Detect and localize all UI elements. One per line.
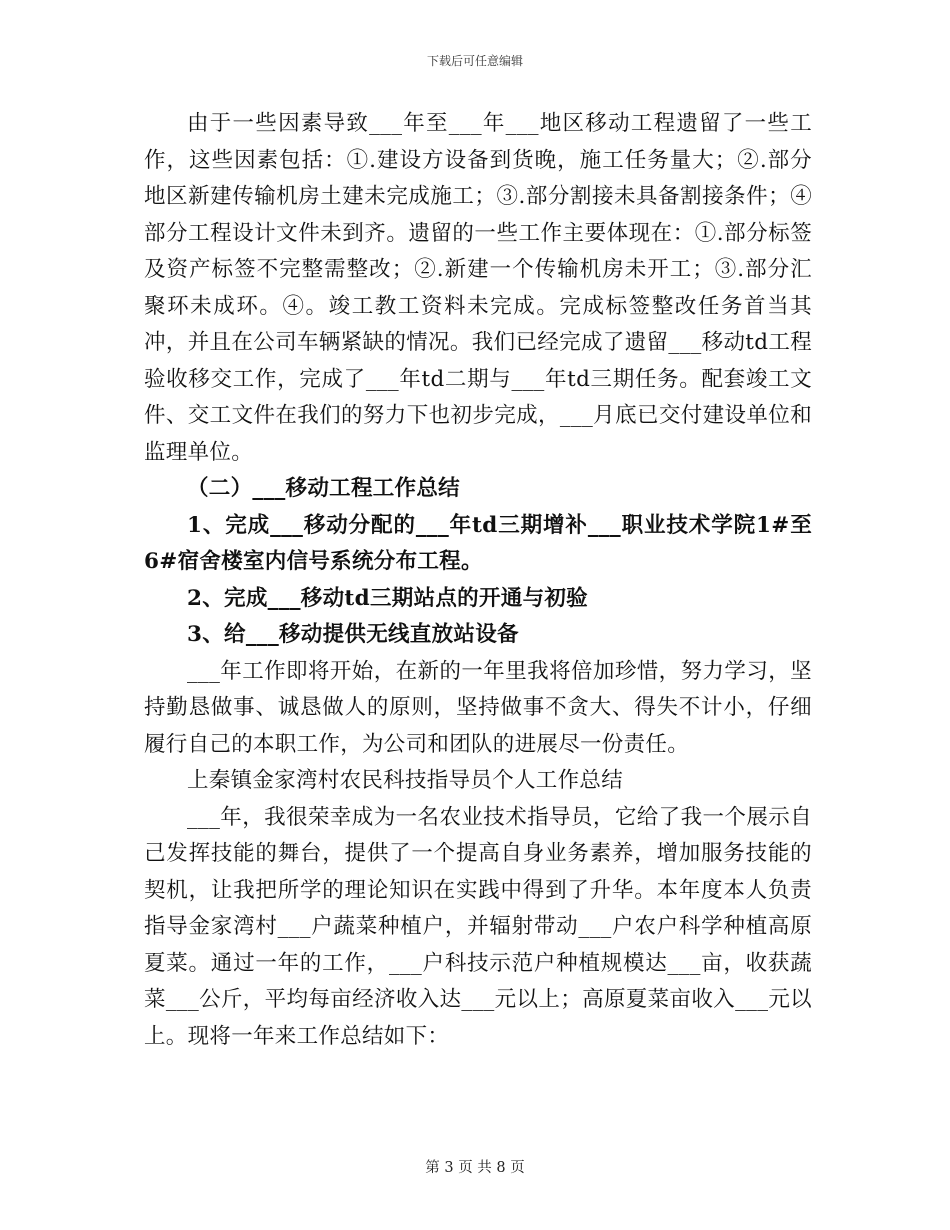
page-number-footer: 第 3 页 共 8 页 (425, 1160, 525, 1176)
paragraph-next-year: ___年工作即将开始，在新的一年里我将倍加珍惜，努力学习，坚持勤恳做事、诚恳做人的原则，坚持做事不贪大、得失不计小，仔细履行自己的本职工作，为公司和团队的进展尽一份责任。 (144, 658, 812, 757)
summary-item-3: 3、给___移动提供无线直放站设备 (187, 622, 519, 647)
document-body (144, 106, 812, 1055)
paragraph-remaining-work: 由于一些因素导致___年至___年___地区移动工程遗留了一些工作，这些因素包括：①.建设方设备到货晚，施工任务量大；②.部分地区新建传输机房土建未完成施工；③.部分割接未具备割接条件；④部分工程设计文件未到齐。遗留的一些工作主要体现在：①.部分标签及资产标签不完整需整改；②.新建一个传输机房未开工；③.部分汇聚环未成环。④。竣工教工资料未完成。完成标签整改任务首当其冲，并且在公司车辆紧缺的情况。我们已经完成了遗留___移动td工程验收移交工作，完成了___年td二期与___年td三期任务。配套竣工文件、交工文件在我们的努力下也初步完成，___月底已交付建设单位和监理单位。 (144, 111, 812, 465)
paragraph-agri-guide: ___年，我很荣幸成为一名农业技术指导员，它给了我一个展示自己发挥技能的舞台，提供了一个提高自身业务素养，增加服务技能的契机，让我把所学的理论知识在实践中得到了升华。本年度本人负责指导金家湾村___户蔬菜种植户，并辐射带动___户农户科学种植高原夏菜。通过一年的工作，___户科技示范户种植规模达___亩，收获蔬菜___公斤，平均每亩经济收入达___元以上；高原夏菜亩收入___元以上。现将一年来工作总结如下： (144, 804, 812, 1049)
page-header-note: 下载后可任意编辑 (426, 54, 523, 68)
section-heading-mobile-summary: （二）___移动工程工作总结 (187, 476, 460, 501)
document-title-second: 上秦镇金家湾村农民科技指导员个人工作总结 (187, 768, 624, 793)
summary-item-1: 1、完成___移动分配的___年td三期增补___职业技术学院1#至6#宿舍楼室内信号系统分布工程。 (144, 512, 812, 574)
summary-item-2: 2、完成___移动td三期站点的开通与初验 (187, 585, 588, 611)
